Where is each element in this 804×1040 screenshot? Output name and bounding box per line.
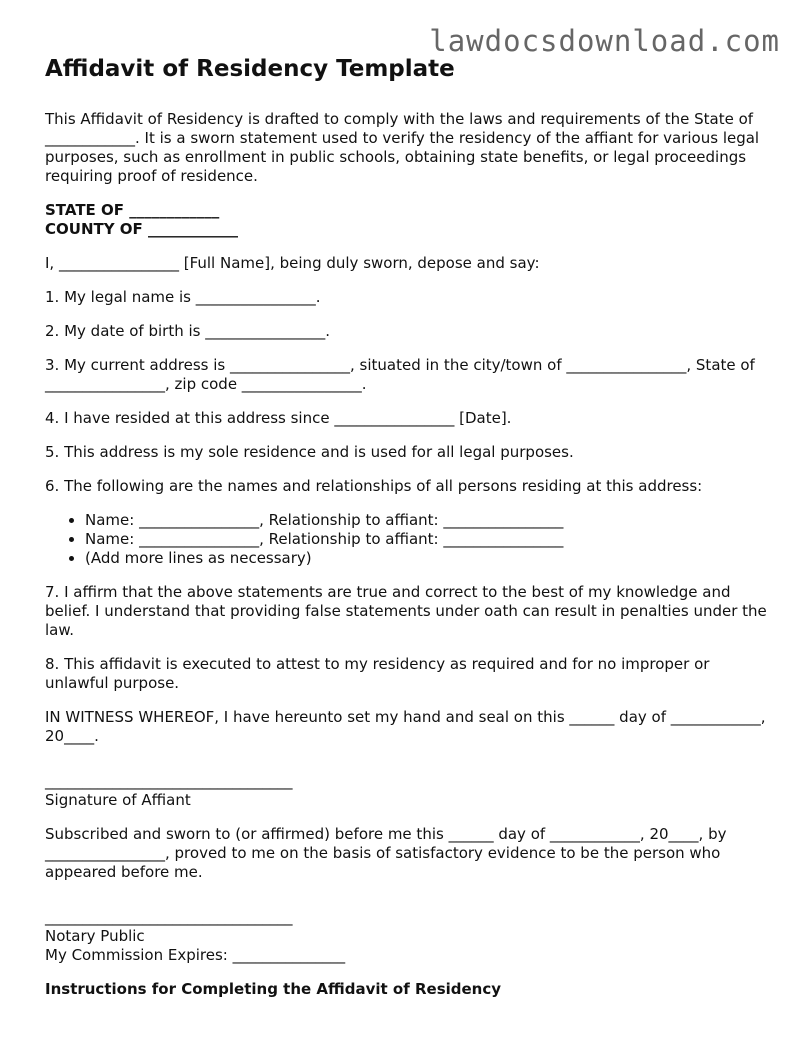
notary-label: Notary Public — [45, 927, 145, 945]
county-of-line: COUNTY OF ____________ — [45, 220, 239, 238]
state-of-line: STATE OF ____________ — [45, 201, 220, 219]
person-entry: • Name: ________________, Relationship to affiant: ________________ — [85, 511, 775, 530]
item-4: 4. I have resided at this address since ________________ [Date]. — [45, 409, 512, 427]
item-6: 6. The following are the names and relationships of all persons residing at this address: — [45, 477, 703, 495]
item-3: 3. My current address is ________________, situated in the city/town of ________________, State of ________________, zip code ________________. — [45, 356, 755, 393]
notary-block — [45, 908, 775, 965]
witness-statement: IN WITNESS WHEREOF, I have hereunto set my hand and seal on this ______ day of ____________, 20____. — [45, 708, 766, 745]
item-7: 7. I affirm that the above statements are true and correct to the best of my knowledge and belief. I understand that providing false statements under oath can result in penalties under the law. — [45, 583, 767, 639]
item-5: 5. This address is my sole residence and is used for all legal purposes. — [45, 443, 574, 461]
affiant-signature-label: Signature of Affiant — [45, 791, 191, 809]
watermark: lawdocsdownload.com — [429, 24, 780, 58]
affiant-signature-line: _________________________________ — [45, 772, 293, 790]
persons-list — [45, 511, 775, 568]
item-8: 8. This affidavit is executed to attest to my residency as required and for no improper or unlawful purpose. — [45, 655, 710, 692]
person-entry: • Name: ________________, Relationship to affiant: ________________ — [85, 530, 775, 549]
add-more-note: • (Add more lines as necessary) — [85, 549, 775, 568]
commission-expires: My Commission Expires: _______________ — [45, 946, 346, 964]
opening-statement: I, ________________ [Full Name], being duly sworn, depose and say: — [45, 254, 540, 272]
item-1: 1. My legal name is ________________. — [45, 288, 321, 306]
venue-block — [45, 201, 775, 239]
instructions-heading: Instructions for Completing the Affidavit of Residency — [45, 980, 502, 998]
subscribed-statement: Subscribed and sworn to (or affirmed) before me this ______ day of ____________, 20____, by ________________, proved to me on the basis of satisfactory evidence to be the person who appeared before me. — [45, 825, 727, 881]
affiant-signature-block — [45, 772, 775, 810]
item-2: 2. My date of birth is ________________. — [45, 322, 331, 340]
document-body — [45, 54, 775, 999]
intro-paragraph: This Affidavit of Residency is drafted to comply with the laws and requirements of the State of ____________. It is a sworn statement used to verify the residency of the affiant for various legal purposes, such as enrollment in public schools, obtaining state benefits, or legal proceedings requiring proof of residence. — [45, 110, 760, 185]
notary-signature-line: _________________________________ — [45, 908, 293, 926]
document-title: Affidavit of Residency Template — [45, 56, 455, 82]
